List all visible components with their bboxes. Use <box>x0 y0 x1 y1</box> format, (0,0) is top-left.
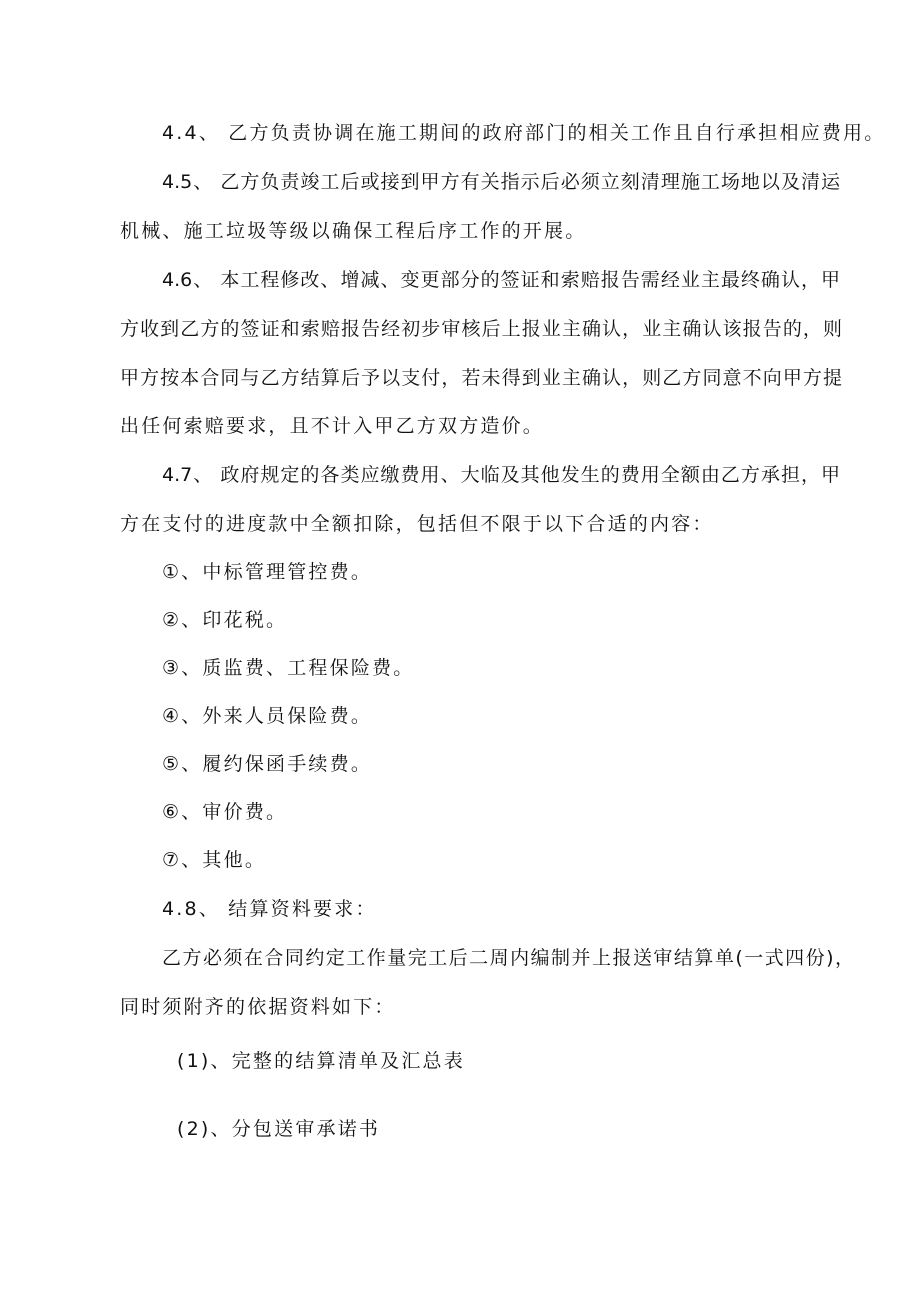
clause-4-7-item: ⑤、履约保函手续费。 <box>162 753 373 775</box>
clause-4-7-line-1: 4.7、 政府规定的各类应缴费用、大临及其他发生的费用全额由乙方承担，甲 <box>162 464 840 486</box>
clause-4-8-item: (2)、分包送审承诺书 <box>177 1118 381 1140</box>
clause-4-7-item: ②、印花税。 <box>162 609 288 631</box>
clause-4-8-line-1: 乙方必须在合同约定工作量完工后二周内编制并上报送审结算单(一式四份)， <box>162 947 854 969</box>
clause-4-7-line-2: 方在支付的进度款中全额扣除，包括但不限于以下合适的内容： <box>120 513 714 535</box>
clause-4-4-line-1: 4.4、 乙方负责协调在施工期间的政府部门的相关工作且自行承担相应费用。 <box>162 122 886 144</box>
clause-4-5-line-2: 机械、施工垃圾等级以确保工程后序工作的开展。 <box>120 220 587 242</box>
clause-4-8-heading: 4.8、 结算资料要求： <box>162 898 377 920</box>
clause-4-7-item: ⑦、其他。 <box>162 849 267 871</box>
clause-4-7-item: ①、中标管理管控费。 <box>162 561 373 583</box>
clause-4-8-line-2: 同时须附齐的依据资料如下： <box>120 996 396 1018</box>
clause-4-8-item: (1)、完整的结算清单及汇总表 <box>177 1050 465 1072</box>
clause-4-7-item: ④、外来人员保险费。 <box>162 705 373 727</box>
clause-4-6-line-1: 4.6、 本工程修改、增减、变更部分的签证和索赔报告需经业主最终确认，甲 <box>162 269 840 291</box>
clause-4-6-line-3: 甲方按本合同与乙方结算后予以支付，若未得到业主确认，则乙方同意不向甲方提 <box>120 367 842 389</box>
clause-4-6-line-4: 出任何索赔要求，且不计入甲乙方双方造价。 <box>120 415 545 437</box>
clause-4-6-line-2: 方收到乙方的签证和索赔报告经初步审核后上报业主确认，业主确认该报告的，则 <box>120 318 842 340</box>
clause-4-7-item: ⑥、审价费。 <box>162 801 288 823</box>
clause-4-5-line-1: 4.5、 乙方负责竣工后或接到甲方有关指示后必须立刻清理施工场地以及清运 <box>162 171 840 193</box>
clause-4-7-item: ③、质监费、工程保险费。 <box>162 657 415 679</box>
